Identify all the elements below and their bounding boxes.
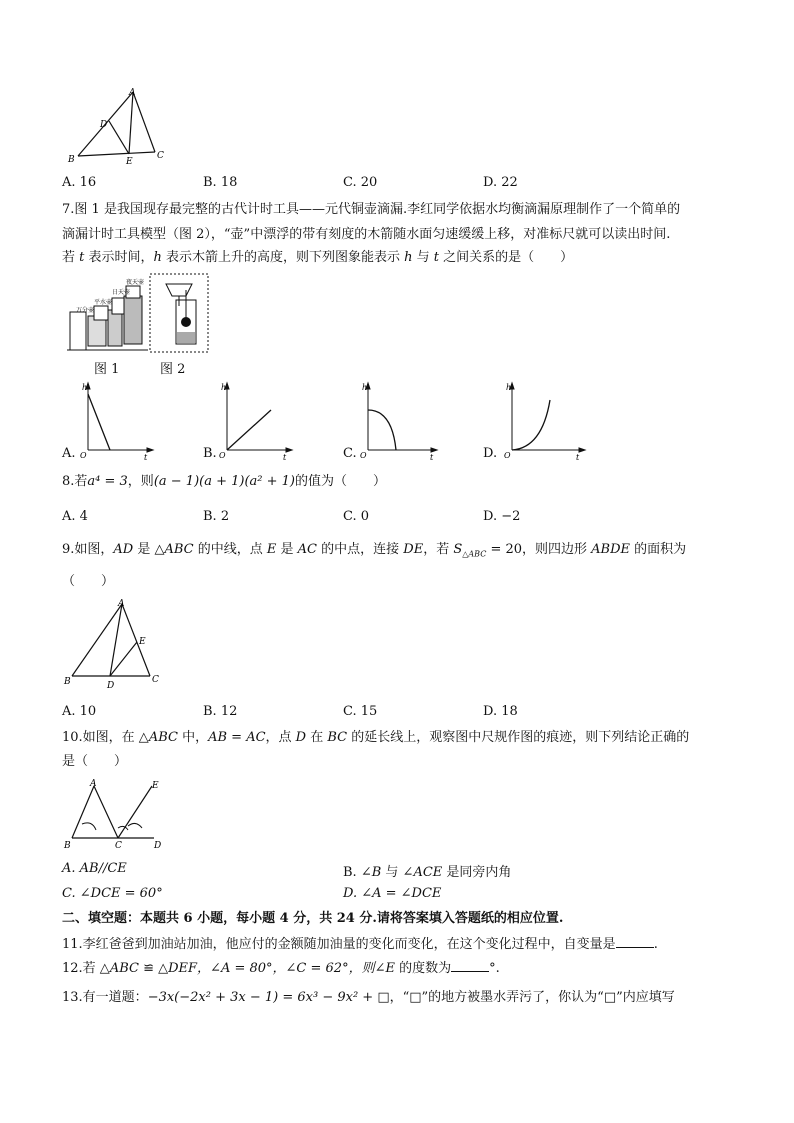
- label-b: B: [68, 155, 75, 165]
- q6-option-d: D. 22: [483, 175, 518, 190]
- q7-figure-2-model: [148, 272, 210, 354]
- graph-a-o-label: O: [80, 451, 87, 460]
- segment-de: [109, 121, 129, 154]
- q7-line-3: 若 t 表示时间，h 表示木箭上升的高度，则下列图象能表示 h 与 t 之间关系的是（ ）: [62, 250, 574, 265]
- edge-ac: [133, 92, 155, 152]
- q13-question: 13.有一道题：−3x(−2x² + 3x − 1) = 6x³ − 9x² + □，“□”的地方被墨水弄污了，你认为“□”内应填写: [62, 990, 675, 1005]
- vessel-label-4: 夜天壶: [126, 279, 145, 286]
- q8-option-b: B. 2: [203, 509, 230, 524]
- q10-line-1: 10.如图，在 △ABC 中，AB = AC，点 D 在 BC 的延长线上，观察图中尺规作图的痕迹，则下列结论正确的: [62, 730, 690, 745]
- label-d: D: [154, 841, 162, 851]
- q6-option-c: C. 20: [343, 175, 378, 190]
- q10-option-b: B. ∠B 与 ∠ACE 是同旁内角: [343, 865, 512, 880]
- q8-option-c: C. 0: [343, 509, 370, 524]
- q10-line-2: 是（ ）: [62, 754, 128, 769]
- section-2-title: 二、填空题：本题共 6 小题，每小题 4 分，共 24 分.请将答案填入答题纸的相应位置.: [62, 911, 564, 926]
- q9-option-c: C. 15: [343, 704, 378, 719]
- q7-graph-b-letter: B.: [203, 446, 217, 461]
- label-c: C: [115, 841, 122, 851]
- graph-b-t-label: t: [283, 453, 287, 460]
- graph-b-o-label: O: [219, 451, 226, 460]
- label-a: A: [129, 88, 136, 98]
- q7-fig1-label: 图 1: [94, 362, 120, 377]
- q6-option-a: A. 16: [62, 175, 97, 190]
- label-e: E: [126, 157, 133, 167]
- q10-option-d: D. ∠A = ∠DCE: [343, 886, 442, 901]
- graph-d-t-label: t: [576, 453, 580, 460]
- graph-c-t-label: t: [430, 453, 434, 460]
- label-d: D: [107, 681, 115, 691]
- vessel-label-1: 万分壶: [76, 307, 95, 314]
- vessel-label-3: 日天壶: [112, 289, 131, 296]
- label-d: D: [100, 120, 108, 130]
- vessel-pot-1: [70, 312, 86, 350]
- graph-b-h-label: h: [221, 383, 227, 392]
- q7-fig2-label: 图 2: [160, 362, 186, 377]
- graph-d-o-label: O: [504, 451, 511, 460]
- q11-question: 11.李红爸爸到加油站加油，他应付的金额随加油量的变化而变化，在这个变化过程中，自变量是 .: [62, 937, 658, 952]
- label-c: C: [152, 675, 159, 685]
- q6-triangle-figure: [62, 86, 172, 168]
- q12-question: 12.若 △ABC ≌ △DEF，∠A = 80°，∠C = 62°，则∠E 的度数为 °.: [62, 961, 500, 976]
- graph-a-h-label: h: [82, 383, 88, 392]
- q7-line-2: 滴漏计时工具模型（图 2），“壶”中漂浮的带有刻度的木箭随水面匀速缓缓上移，对准标尺就可以读出时间.: [62, 227, 671, 242]
- q7-figure-1-vessels: [64, 276, 150, 354]
- q8-question: 8.若a⁴ = 3，则(a − 1)(a + 1)(a² + 1)的值为（ ）: [62, 474, 387, 489]
- graph-c-h-label: h: [362, 383, 368, 392]
- q8-option-d: D. −2: [483, 509, 521, 524]
- q11-answer-blank[interactable]: [616, 935, 654, 948]
- label-e: E: [139, 637, 146, 647]
- q7-graph-a: [76, 380, 156, 460]
- q7-graph-b: [215, 380, 295, 460]
- graph-d-h-label: h: [506, 383, 512, 392]
- q10-construction-figure: [62, 776, 172, 852]
- label-a: A: [118, 599, 125, 609]
- q9-option-a: A. 10: [62, 704, 97, 719]
- q7-graph-c: [356, 380, 440, 460]
- segment-ae: [129, 92, 133, 154]
- label-b: B: [64, 677, 71, 687]
- q8-option-a: A. 4: [62, 509, 88, 524]
- edge-bc: [78, 152, 155, 156]
- q7-line-1: 7.图 1 是我国现存最完整的古代计时工具——元代铜壶滴漏.李红同学依据水均衡滴漏原理制作了一个简单的: [62, 202, 681, 217]
- q6-option-b: B. 18: [203, 175, 238, 190]
- vessel-label-2: 平水壶: [94, 299, 113, 306]
- q12-answer-blank[interactable]: [451, 959, 489, 972]
- q9-option-d: D. 18: [483, 704, 518, 719]
- q7-graph-d-letter: D.: [483, 446, 498, 461]
- q7-graph-a-letter: A.: [62, 446, 76, 461]
- q9-line-1: 9.如图，AD 是 △ABC 的中线，点 E 是 AC 的中点，连接 DE，若 $S_{\triangle ABC} = 20$，则四边形 ABDE 的面积为: [62, 542, 687, 559]
- q10-option-a: A. AB//CE: [62, 861, 127, 876]
- graph-a-t-label: t: [144, 453, 148, 460]
- label-e: E: [152, 781, 159, 791]
- q9-line-2: （ ）: [62, 574, 115, 589]
- label-b: B: [64, 841, 71, 851]
- q7-graph-c-letter: C.: [343, 446, 357, 461]
- q7-graph-d: [500, 380, 590, 460]
- label-a: A: [90, 779, 97, 789]
- label-c: C: [157, 151, 164, 161]
- q9-triangle-figure: [62, 596, 172, 692]
- q10-option-c: C. ∠DCE = 60°: [62, 886, 163, 901]
- q9-option-b: B. 12: [203, 704, 238, 719]
- graph-c-o-label: O: [360, 451, 367, 460]
